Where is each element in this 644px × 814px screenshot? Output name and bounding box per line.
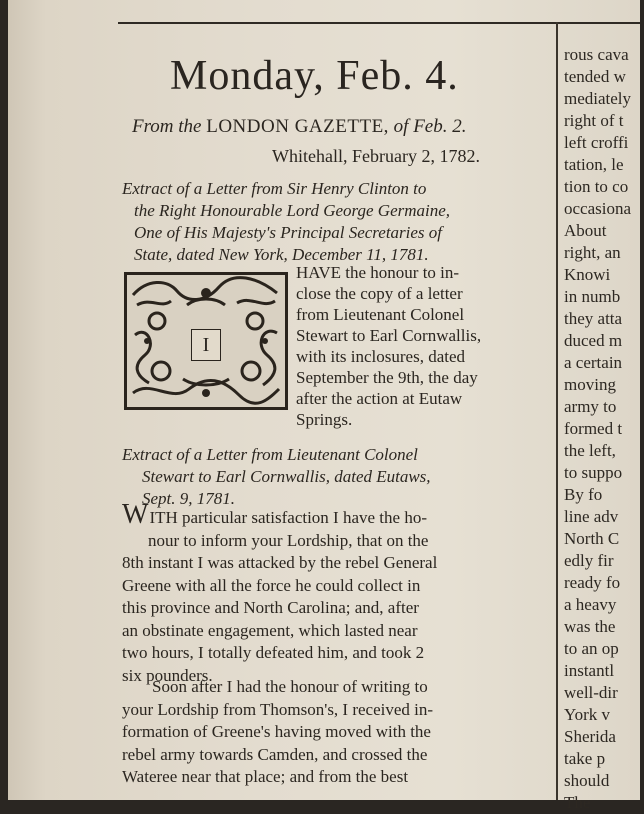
right-column-line: a certain: [564, 353, 623, 372]
para2-line: this province and North Carolina; and, after: [122, 598, 419, 617]
right-column-line: rous cava: [564, 45, 629, 64]
right-column-line: line adv: [564, 507, 619, 526]
para1-line: Springs.: [296, 410, 353, 429]
right-column-line: North C: [564, 529, 620, 548]
para2-line: six pounders.: [122, 665, 213, 685]
para2-line: Greene with all the force he could collect in: [122, 575, 421, 595]
para2-line: an obstinate engagement, which lasted near: [122, 620, 418, 640]
para2-line: 8th instant I was attacked by the rebel General: [122, 553, 438, 572]
right-column-line: to an op: [564, 639, 619, 658]
gazette-date: of Feb. 2.: [393, 116, 467, 137]
extract2-line: Stewart to Earl Cornwallis, dated Eutaws,: [142, 467, 431, 486]
para3-line: rebel army towards Camden, and crossed the: [122, 744, 428, 764]
gazette-name: LONDON GAZETTE,: [206, 116, 389, 137]
paragraph-3: [122, 676, 552, 789]
right-column-line: the left,: [564, 441, 616, 460]
para3-line: formation of Greene's having moved with the: [122, 722, 431, 741]
extract2-line: Sept. 9, 1781.: [142, 489, 236, 508]
gazette-source: [132, 116, 467, 138]
right-column-line: Sherida: [564, 727, 616, 746]
right-column-line: The: [564, 793, 591, 812]
right-column-line: right of t: [564, 111, 624, 130]
extract-heading-2: [122, 444, 552, 510]
para1-line: September the 9th, the day: [296, 368, 478, 387]
right-column-fragment: [564, 44, 644, 812]
right-column-line: well-dir: [564, 683, 618, 702]
right-column-line: take p: [564, 749, 606, 768]
para3-line: Wateree near that place; and from the best: [122, 767, 409, 786]
right-column-line: should: [564, 771, 610, 790]
right-column-line: edly fir: [564, 551, 614, 570]
right-column-line: right, an: [564, 243, 621, 262]
para1-line: after the action at Eutaw: [296, 389, 463, 408]
right-column-line: moving: [564, 375, 616, 394]
right-column-line: to suppo: [564, 463, 623, 482]
decorative-initial-ornament: [124, 272, 288, 410]
right-column-line: in numb: [564, 287, 621, 306]
right-column-line: tion to co: [564, 177, 629, 196]
right-column-line: tation, le: [564, 155, 624, 174]
paragraph-2: [122, 499, 552, 687]
right-column-line: they atta: [564, 309, 623, 328]
para1-line: with its inclosures, dated: [296, 347, 466, 366]
right-column-line: formed t: [564, 419, 623, 438]
extract1-line: the Right Honourable Lord George Germaine,: [134, 201, 451, 220]
column-divider: [556, 22, 558, 800]
right-column-line: occasiona: [564, 199, 632, 218]
right-column-line: army to: [564, 397, 617, 416]
right-column-line: was the: [564, 617, 616, 636]
gazette-from: From the: [132, 116, 202, 137]
para1-line: from Lieutenant Colonel: [296, 305, 465, 324]
right-column-line: ready fo: [564, 573, 621, 592]
para1-line: HAVE the honour to in-: [296, 263, 460, 282]
right-column-line: left croffi: [564, 133, 629, 152]
right-column-line: By fo: [564, 485, 603, 504]
right-column-line: tended w: [564, 67, 626, 86]
right-column-line: duced m: [564, 331, 623, 350]
para3-line: Soon after I had the honour of writing to: [152, 677, 428, 696]
right-column-line: About: [564, 221, 607, 240]
extract1-line: Extract of a Letter from Sir Henry Clinton to: [122, 179, 427, 198]
extract-heading-1: [122, 178, 552, 266]
initial-letter: I: [191, 329, 221, 361]
dateline: Whitehall, February 2, 1782.: [272, 146, 480, 166]
paragraph-1: [296, 262, 554, 430]
drop-cap: W: [122, 499, 150, 530]
right-column-line: mediately: [564, 89, 632, 108]
extract1-line: One of His Majesty's Principal Secretaries of: [134, 223, 443, 242]
left-column: [110, 0, 552, 800]
para2-line: two hours, I totally defeated him, and took 2: [122, 643, 425, 662]
extract1-line: State, dated New York, December 11, 1781.: [134, 245, 429, 264]
right-column-line: a heavy: [564, 595, 617, 614]
para2-line-text: ITH particular satisfaction I have the ho-: [149, 508, 427, 527]
right-column-line: Knowi: [564, 265, 611, 284]
para2-line: nour to inform your Lordship, that on the: [148, 530, 429, 550]
para1-line: close the copy of a letter: [296, 284, 463, 303]
extract2-line: Extract of a Letter from Lieutenant Colonel: [122, 445, 418, 464]
para2-line: [122, 499, 552, 530]
newspaper-page: [8, 0, 640, 812]
para1-line: Stewart to Earl Cornwallis,: [296, 326, 482, 345]
right-column-line: instantl: [564, 661, 615, 680]
para3-line: your Lordship from Thomson's, I received in-: [122, 699, 434, 719]
date-heading: Monday, Feb. 4.: [170, 53, 459, 99]
right-column-line: York v: [564, 705, 610, 724]
